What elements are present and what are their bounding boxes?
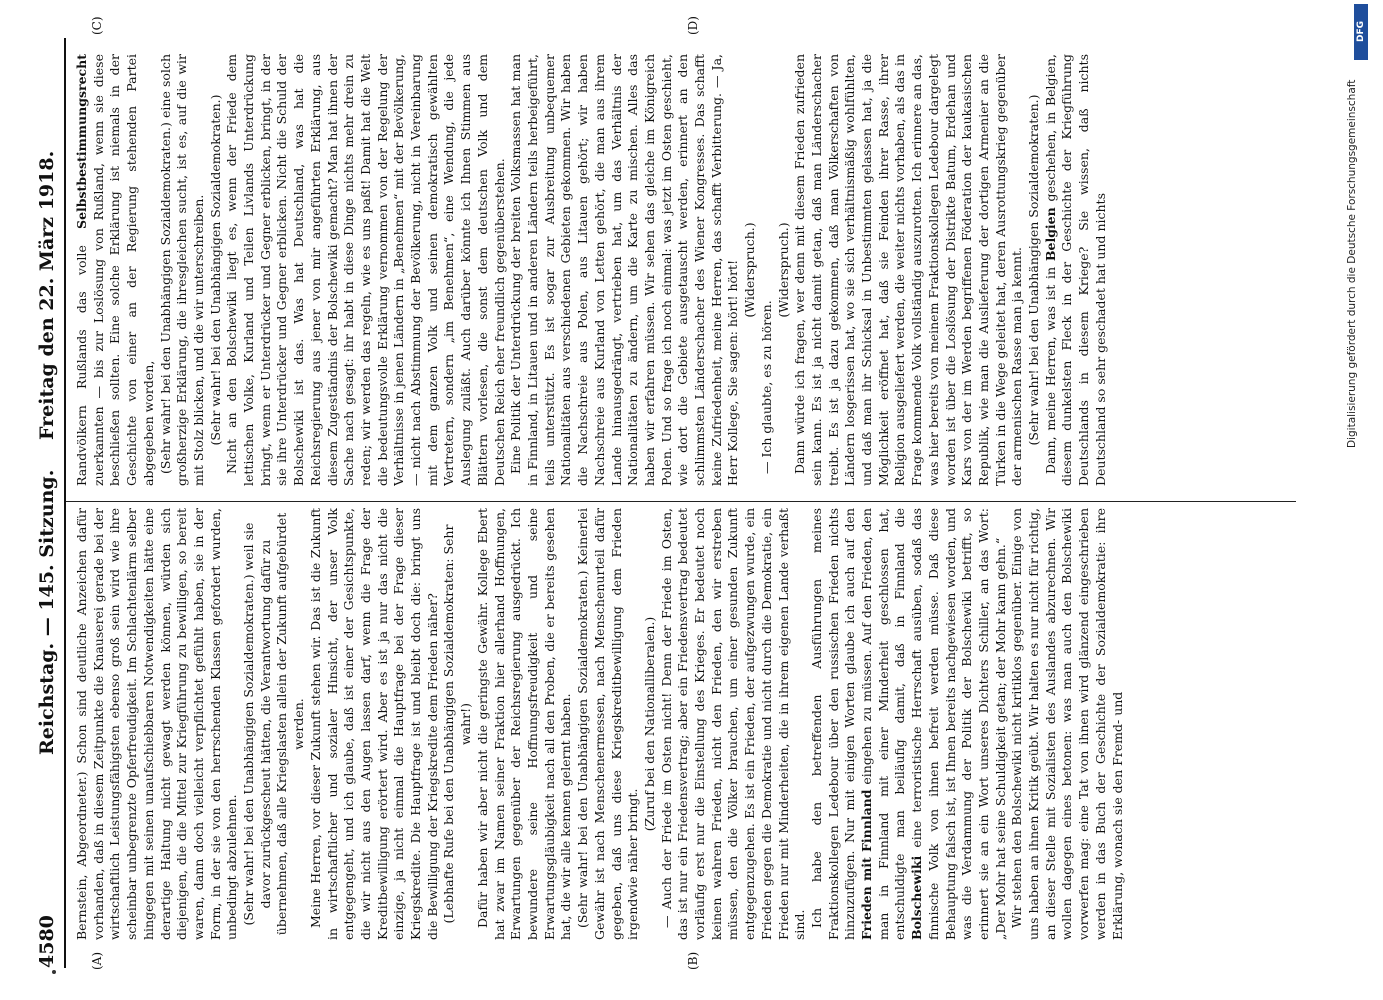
date-heading: Freitag den 22. März 1918.	[36, 150, 58, 440]
interjection: (Widerspruch.)	[742, 222, 758, 318]
right-column	[74, 54, 1274, 486]
bold-term: Belgien	[1042, 207, 1058, 262]
print-speck	[52, 970, 56, 974]
dfg-logo	[1354, 4, 1368, 60]
digitization-credit: Digitalisierung gefördert durch die Deutsche Forschungsgemeinschaft	[1346, 80, 1358, 449]
text-run: eine terroristische Herrschaft ausüben, sodaß das finnische Volk von ihnen befreit werden müsse. Daß diese Behauptung falsch ist, ist Ihnen bereits nachgewiesen worden, und was die Verdammung der Politik der Bolschewiki betrifft, so erinnert sie an ein Wort unseres Dichters Schiller, an das Wort: „Der Mohr hat seine Schuldigkeit getan; der Mohr kann gehn.“	[909, 508, 1008, 940]
column-divider	[66, 501, 1296, 502]
interjection: (Sehr wahr! bei den Unabhängigen Sozialdemokraten.)	[1026, 94, 1042, 446]
interjection: (Sehr wahr! bei den Unabhängigen Sozialdemokraten.)	[207, 94, 223, 446]
left-column	[74, 508, 1274, 940]
paragraph: Meine Herren, vor dieser Zukunft stehen wir. Das ist die Zukunft in wirtschaftlicher und sozialer Hinsicht, der unser Volk entgegengeht, und ich glaube, daß ist einer der Gesichtspunkte, die wir nicht aus den Augen lassen darf, wenn die Frage der Kreditbewilligung erörtert wird. Aber es ist ja nur das nicht die einzige, ja nicht einmal die Hauptfrage bei der Frage dieser Kriegskredite. Die Hauptfrage ist und bleibt doch die: bringt uns die Bewilligung der Kriegskredite dem Frieden näher?	[307, 508, 440, 940]
paragraph: (Sehr wahr! bei den Unabhängigen Sozialdemokraten.) Keinerlei Gewähr ist nach Menschenermessen, nach Menschenurteil dafür gegeben, daß uns diese Kriegskreditbewilligung dem Frieden irgendwie näher bringt.	[575, 508, 641, 940]
paragraph: Wir stehen den Bolschewiki nicht kritiklos gegenüber. Einige von uns haben an ihnen Kritik geübt. Wir halten es nur nicht für richtig, an dieser Stelle mit Sozialisten des Auslandes abzurechnen. Wir wollen dagegen eines betonen: was man auch den Bolschewiki vorwerfen mag: eine Tat von ihnen wird glänzend eingeschrieben werden in das Buch der Geschichte der Sozialdemokratie: ihre Erklärung, wonach sie den Fremd- und	[1009, 508, 1125, 940]
text-run: zuerkannten — bis zur Loslösung von Rußland, wenn sie diese beschließen sollten. Eine solche Erklärung ist niemals in der Geschichte von einer an der Regierung stehenden Partei abgegeben worden,	[90, 54, 156, 486]
text-run: Dann, meine Herren, was ist in	[1042, 261, 1058, 474]
margin-mark-d: (D)	[686, 16, 700, 35]
text-run: eingehen zu müssen. Auf den Frieden, den man in Finnland mit einer Minderheit geschlossen hat, entschuldigte man beiläufig damit, daß in Finnland die	[859, 508, 908, 940]
bold-term: Selbstbestimmungsrecht	[74, 54, 89, 229]
margin-mark-c: (C)	[90, 16, 104, 35]
paragraph: — Ich glaubte, es zu hören.	[758, 300, 774, 474]
paragraph: Dafür haben wir aber nicht die geringste Gewähr. Kollege Ebert hat zwar im Namen seiner Fraktion hier allerhand Hoffnungen, Erwartungen gegenüber der Reichsregierung ausgedrückt. Ich bewundere seine Hoffnungsfreudigkeit und seine Erwartungsgläubigkeit nach all den Proben, die er bereits gesehen hat, die wir alle kennen gelernt haben.	[474, 508, 574, 940]
paragraph: Bernstein, Abgeordneter.) Schon sind deutliche Anzeichen dafür vorhanden, daß in diesem Zeitpunkte die Knauserei gerade bei der wirtschaftlich Leistungsfähigsten ebenso groß sein wird wie ihre scheinbar unbegrenzte Opferfreudigkeit. Im Schlachtenlärm selber hingegen mit seinen unaufschiebbaren Notwendigkeiten hätte eine derartige Haltung nicht gewagt werden können, würden sich diejenigen, die die Mittel zur Kriegführung zu bewilligen, so bereit waren, dann doch vielleicht verpflichtet gefühlt haben, sie in der Form, in der sie von den herrschenden Klassen gefordert wurden, unbedingt abzulehnen.	[74, 508, 240, 940]
session-heading: Reichstag. — 145. Sitzung.	[36, 469, 58, 755]
logo-text: DFG	[1356, 21, 1366, 43]
paragraph	[74, 54, 158, 486]
text-run: Randvölkern Rußlands das volle	[74, 228, 89, 486]
text-run: geschehen, in Belgien, diesem dunkelsten Fleck in der Geschichte der Kriegführung Deutschlands in diesem Kriege? Sie wissen, daß nichts Deutschland so sehr geschadet hat und nichts	[1042, 54, 1108, 486]
interjection: (Lebhafte Rufe bei den Unabhängigen Sozialdemokraten: Sehr wahr!)	[441, 524, 474, 924]
paragraph: Dann würde ich fragen, wer denn mit diesem Frieden zufrieden sein kann. Es ist ja nicht damit getan, daß man Länderschacher treibt. Es ist ja dazu gekommen, daß man Völkerschaften von Ländern losgerissen hat, wo sie sich verhältnismäßig wohlfühlten, und daß man ihr Schicksal in Unbestimmten gelassen hat, ja die Möglichkeit eröffnet hat, daß sie Feinden ihrer Rasse, ihrer Religion ausgeliefert werden, die weiter nichts vorhaben, als das in Frage kommende Volk vollständig auszurotten. Ich erinnere an das, was hier bereits von meinem Fraktionskollegen Ledebour dargelegt worden ist über die Loslösung der Distrikte Batum, Erdehan und Kars von der im Werden begriffenen Föderation der kaukasischen Republik, wie man die Auslieferung der dortigen Armenier an die Türken in die Wege geleitet hat, deren Ausrottungskrieg gegenüber der armenischen Rasse man ja kennt.	[792, 54, 1025, 486]
interjection: (Sehr wahr! bei den Unabhängigen Sozialdemokraten.) weil sie davor zurückgescheut hätten, die Verantwortung dafür zu übernehmen, daß alle Kriegslasten allein der Zukunft aufgebürdet werden.	[241, 512, 307, 936]
paragraph: — Auch der Friede im Osten nicht! Denn der Friede im Osten, das ist nur ein Friedensvertrag; aber ein Friedensvertrag bedeutet vorläufig erst nur die Einstellung des Krieges. Er bedeutet noch keinen wahren Frieden, nicht den Frieden, den wir erstreben müssen, den die Völker brauchen, um einer gesunden Zukunft entgegenzugehen. Es ist ein Frieden, der aufgezwungen wurde, ein Frieden gegen die Demokratie und nicht durch die Demokratie, ein Frieden nur mit Minderheiten, die in ihrem eigenen Lande verhaßt sind.	[658, 508, 808, 940]
paragraph: Eine Politik der Unterdrückung der breiten Volksmassen hat man in Finnland, in Litauen und in anderen Ländern teils herbeigeführt, teils unterstützt. Es ist sogar zur Ausbreitung unbequemer Nationalitäten aus verschiedenen Gebieten gekommen. Wir haben die Nachschreie aus Polen, aus Litauen gehört; wir haben Nachschreie aus Kurland von Letten gehört, die man aus ihrem Lande hinausgedrängt, vertrieben hat, um das Verhältnis der Nationalitäten zu ändern, um die Karte zu mischen. Alles das haben wir erfahren müssen. Wir sehen das gleiche im Königreich Polen. Und so frage ich noch einmal: was jetzt im Osten geschieht, wie dort die Gebiete ausgetauscht werden, erinnert an den schlimmsten Länderschacher des Wiener Kongresses. Das schafft keine Zufriedenheit, meine Herren, das schafft Verbitterung. — Ja, Herr Kollege, Sie sagen: hört! hört!	[508, 54, 741, 486]
paragraph: Nicht an den Bolschewiki liegt es, wenn der Friede dem lettischen Volke, Kurland und Teilen Livlands Unterdrückung bringt, wenn er Unterdrücker und Gegner erblicken, bringt, in der sie ihre Unterdrücker und Gegner erblicken. Nicht die Schuld der Bolschewiki ist das. Was hat Deutschland, was hat die Reichsregierung aus jener von mir angeführten Erklärung, aus diesem Zugeständnis der Bolschewiki gemacht? Man hat ihnen der Sache nach gesagt: ihr habt in diese Dinge nichts mehr drein zu reden; wir werden das regeln, wie es uns paßt! Damit hat die Welt die bedeutungsvolle Erklärung vernommen von der Regelung der Verhältnisse in jenen Ländern in „Benehmen“ mit der Bevölkerung, — nicht nach Abstimmung der Bevölkerung, nicht in Vereinbarung mit dem ganzen Volk und seinen demokratisch gewählten Vertretern, sondern „im Benehmen“, eine Wendung, die jede Auslegung zuläßt. Auch darüber könnte ich Ihnen Stimmen aus Blättern vorlesen, die sonst dem deutschen Volk und dem Deutschen Reich eher freundlich gegenüberstehen.	[224, 54, 507, 486]
bold-term: Bolschewiki	[909, 855, 925, 940]
interjection: (Widerspruch.)	[775, 222, 791, 318]
header-rule	[64, 38, 66, 968]
text-run: Ich habe den betreffenden Ausführungen meines Fraktionskollegen Ledebour über den russischen Frieden nichts hinzuzufügen. Nur mit einigen Worten glaube ich auch auf den	[808, 508, 858, 940]
interjection: (Zuruf bei den Nationalliberalen.)	[641, 616, 657, 832]
paragraph	[1043, 54, 1110, 486]
margin-mark-b: (B)	[686, 951, 700, 970]
paragraph	[809, 508, 1009, 940]
page-number: 4580	[36, 915, 58, 968]
paragraph: (Sehr wahr! bei den Unabhängigen Sozialdemokraten.) eine solch großherzige Erklärung, die ihresgleichen sucht, ist es, auf die wir mit Stolz blicken, und die wir unterschreiben.	[157, 54, 206, 486]
bold-term: Frieden mit Finnland	[859, 789, 875, 940]
margin-mark-a: (A)	[90, 951, 104, 970]
